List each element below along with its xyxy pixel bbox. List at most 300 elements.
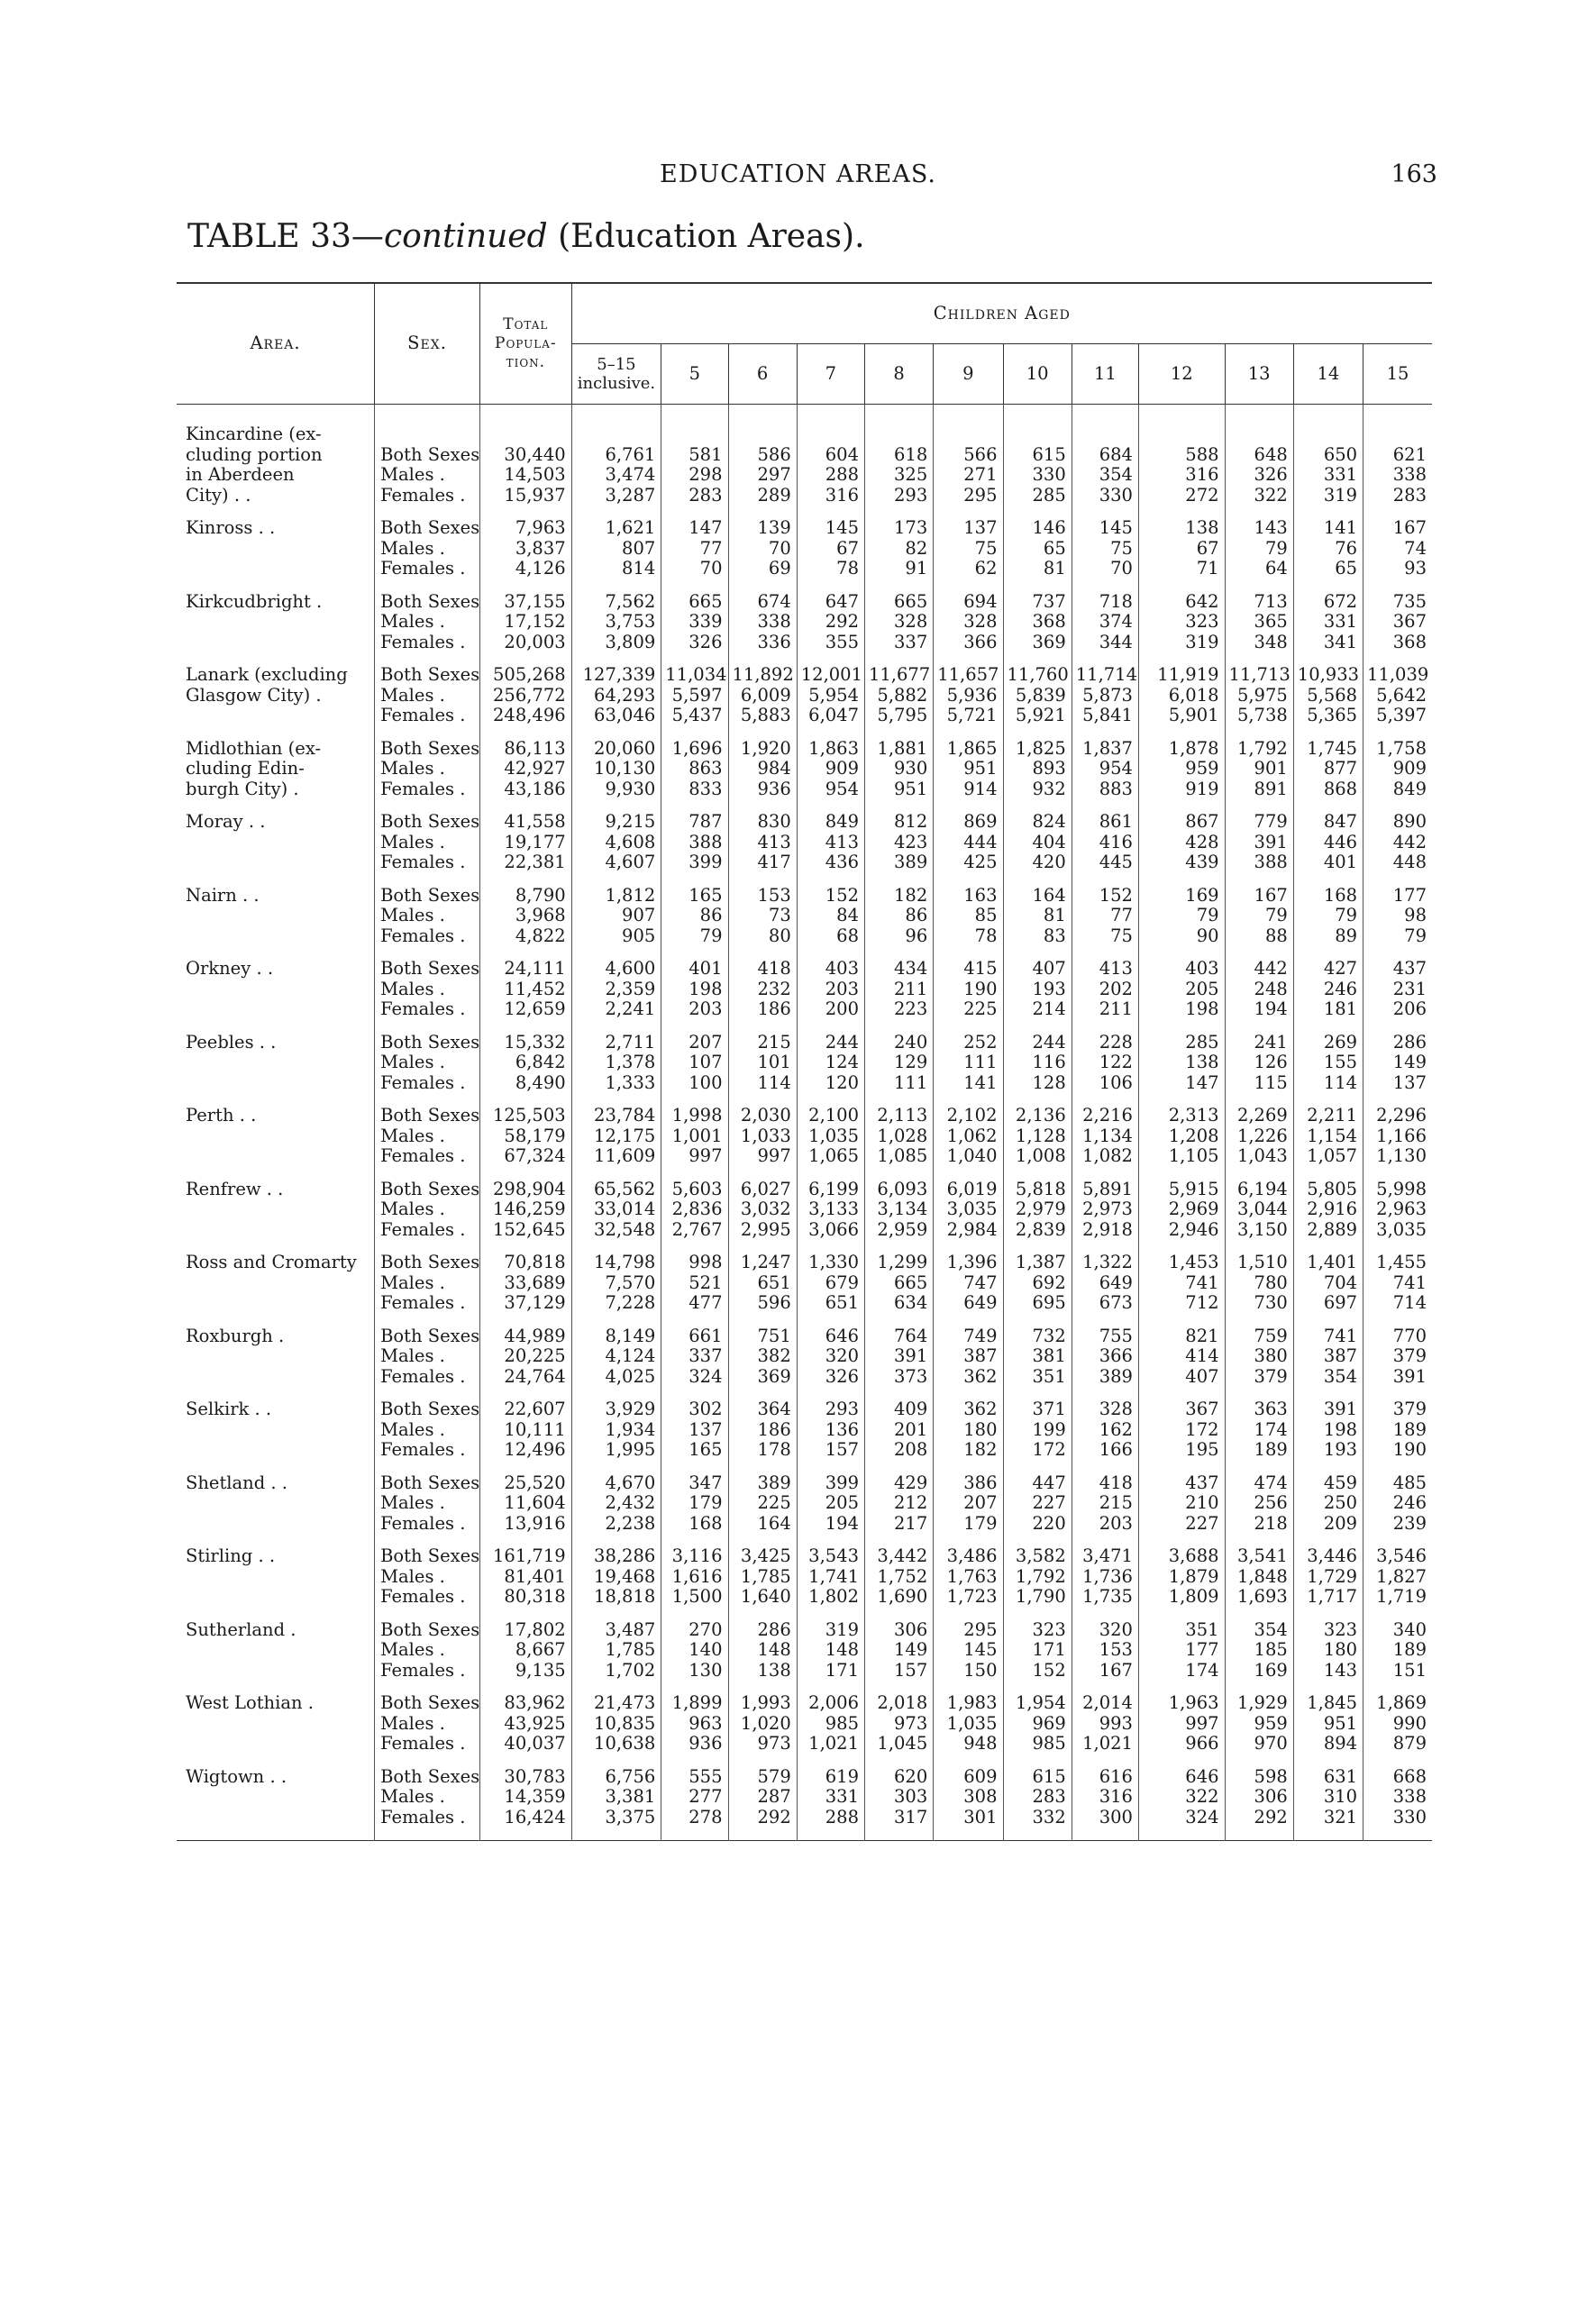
- value: 77: [1110, 905, 1133, 925]
- value: 416: [1099, 831, 1133, 852]
- value: 672: [1323, 590, 1358, 612]
- age-value-cell: [1363, 1399, 1432, 1461]
- area-cell: [177, 592, 375, 653]
- value: 198: [1323, 1418, 1358, 1440]
- value: 161,719: [493, 1545, 566, 1566]
- sex-label: Males .: [380, 1492, 445, 1513]
- value: 369: [757, 1365, 791, 1387]
- value: 741: [1185, 1271, 1219, 1293]
- value: 4,600: [605, 958, 656, 979]
- value: 167: [1099, 1659, 1133, 1681]
- value: 83,962: [504, 1692, 566, 1713]
- total-population-cell: [480, 424, 572, 506]
- value: 387: [963, 1345, 998, 1366]
- table-row: [177, 1253, 1432, 1314]
- value: 44,989: [504, 1325, 566, 1346]
- value: 24,111: [504, 958, 566, 979]
- age-value-cell: [1363, 1326, 1432, 1388]
- sex-cell: [375, 1620, 480, 1682]
- value: 14,798: [594, 1252, 656, 1272]
- value: 3,582: [1015, 1545, 1066, 1566]
- value: 1,963: [1168, 1692, 1219, 1713]
- age-value-cell: [1225, 1326, 1293, 1388]
- value: 997: [1185, 1712, 1219, 1734]
- value: 86: [699, 905, 723, 925]
- age-value-cell: [661, 424, 728, 506]
- value: 301: [963, 1806, 998, 1827]
- age-value-cell: [1293, 1399, 1363, 1461]
- value: 168: [1323, 884, 1358, 906]
- value: 5,603: [671, 1178, 723, 1199]
- age-value-cell: [797, 812, 864, 873]
- age-value-cell: [864, 1399, 933, 1461]
- value: 182: [963, 1439, 998, 1460]
- value: 83: [1043, 925, 1066, 946]
- value: 19,468: [594, 1565, 656, 1587]
- value: 149: [894, 1639, 928, 1660]
- value: 936: [689, 1733, 723, 1754]
- value: 861: [1099, 811, 1133, 832]
- age-value-cell: [1293, 1620, 1363, 1682]
- value: 665: [689, 590, 723, 612]
- age-value-cell: [797, 1326, 864, 1388]
- value: 1,396: [946, 1252, 998, 1272]
- row-spacer: [177, 1240, 1432, 1253]
- value: 328: [894, 611, 928, 632]
- sex-label: Females .: [380, 852, 466, 872]
- value: 185: [1254, 1639, 1288, 1660]
- age-value-cell: [1072, 424, 1138, 506]
- value: 6,093: [877, 1178, 928, 1199]
- header-age-8: 12: [1138, 344, 1225, 405]
- area-name-line: Shetland . .: [186, 1472, 287, 1493]
- value: 67,324: [504, 1145, 566, 1166]
- value: 990: [1392, 1712, 1427, 1734]
- value: 3,487: [605, 1618, 656, 1640]
- header-age-5: 9: [934, 344, 1003, 405]
- value: 2,963: [1376, 1199, 1427, 1219]
- value: 2,359: [605, 978, 656, 999]
- value: 244: [1032, 1031, 1066, 1053]
- age-value-cell: [1072, 1253, 1138, 1314]
- row-spacer: [177, 1093, 1432, 1106]
- value: 966: [1185, 1733, 1219, 1754]
- age-value-cell: [864, 1546, 933, 1608]
- age-value-cell: [1225, 886, 1293, 947]
- age-value-cell: [1138, 1180, 1225, 1241]
- age-value-cell: [1225, 1767, 1293, 1828]
- age-value-cell: [571, 812, 661, 873]
- value: 7,228: [605, 1292, 656, 1313]
- age-value-cell: [864, 1326, 933, 1388]
- age-value-cell: [1003, 1326, 1072, 1388]
- area-cell: [177, 665, 375, 726]
- age-value-cell: [728, 1253, 797, 1314]
- value: 206: [1392, 998, 1427, 1019]
- value: 1,247: [740, 1252, 791, 1272]
- age-value-cell: [728, 1399, 797, 1461]
- header-age-7: 11: [1072, 344, 1138, 405]
- value: 1,387: [1015, 1252, 1066, 1272]
- sex-label: Both Sexes: [380, 1178, 480, 1199]
- value: 67: [1196, 537, 1219, 559]
- row-spacer: [177, 1827, 1432, 1841]
- age-value-cell: [728, 1106, 797, 1167]
- age-value-cell: [797, 886, 864, 947]
- value: 4,607: [605, 852, 656, 872]
- value: 7,963: [515, 517, 566, 538]
- area-cell: [177, 1180, 375, 1241]
- value: 1,166: [1376, 1125, 1427, 1146]
- value: 373: [894, 1365, 928, 1387]
- sex-label: Females .: [380, 1218, 466, 1240]
- value: 646: [1185, 1765, 1219, 1787]
- value: 3,474: [605, 464, 656, 485]
- value: 1,825: [1015, 737, 1066, 759]
- age-value-cell: [1363, 1180, 1432, 1241]
- value: 970: [1254, 1733, 1288, 1754]
- value: 177: [1392, 884, 1427, 906]
- value: 278: [689, 1806, 723, 1827]
- sex-cell: [375, 739, 480, 800]
- age-value-cell: [661, 1693, 728, 1755]
- sex-label: Both Sexes: [380, 811, 480, 832]
- value: 668: [1392, 1765, 1427, 1787]
- age-value-cell: [864, 1033, 933, 1094]
- value: 3,035: [1376, 1218, 1427, 1240]
- value: 2,979: [1015, 1199, 1066, 1219]
- value: 1,020: [740, 1712, 791, 1734]
- age-value-cell: [934, 1620, 1003, 1682]
- value: 379: [1392, 1345, 1427, 1366]
- value: 137: [689, 1418, 723, 1440]
- table-row: [177, 1693, 1432, 1755]
- value: 1,792: [1236, 737, 1288, 759]
- value: 64: [1264, 558, 1288, 579]
- value: 444: [963, 831, 998, 852]
- area-cell: [177, 1326, 375, 1388]
- value: 88: [1264, 925, 1288, 946]
- value: 7,570: [605, 1271, 656, 1293]
- value: 157: [825, 1439, 859, 1460]
- value: 98: [1404, 905, 1427, 925]
- value: 256: [1254, 1492, 1288, 1513]
- value: 505,268: [493, 664, 566, 685]
- value: 151: [1392, 1659, 1427, 1681]
- value: 5,597: [671, 684, 723, 706]
- age-value-cell: [864, 518, 933, 579]
- value: 2,113: [877, 1105, 928, 1126]
- value: 909: [1392, 758, 1427, 779]
- value: 240: [894, 1031, 928, 1053]
- value: 1,045: [877, 1733, 928, 1754]
- value: 2,136: [1015, 1105, 1066, 1126]
- value: 20,060: [594, 737, 656, 759]
- sex-label: Males .: [380, 1271, 445, 1293]
- age-value-cell: [661, 1473, 728, 1535]
- value: 1,035: [808, 1125, 859, 1146]
- age-value-cell: [1138, 1033, 1225, 1094]
- age-value-cell: [728, 1767, 797, 1828]
- value: 3,381: [605, 1786, 656, 1807]
- age-value-cell: [571, 959, 661, 1020]
- area-name-line: Midlothian (ex-: [186, 737, 322, 759]
- value: 354: [1323, 1365, 1358, 1387]
- value: 437: [1185, 1472, 1219, 1493]
- value: 1,865: [946, 737, 998, 759]
- value: 214: [1032, 998, 1066, 1019]
- age-value-cell: [571, 1473, 661, 1535]
- area-cell: [177, 959, 375, 1020]
- value: 5,568: [1307, 684, 1358, 706]
- value: 193: [1323, 1439, 1358, 1460]
- area-name-line: Wigtown . .: [186, 1765, 287, 1787]
- value: 697: [1323, 1292, 1358, 1313]
- value: 5,882: [877, 684, 928, 706]
- value: 849: [825, 811, 859, 832]
- value: 391: [1392, 1365, 1427, 1387]
- value: 893: [1032, 758, 1066, 779]
- value: 448: [1392, 852, 1427, 872]
- value: 63,046: [594, 705, 656, 725]
- value: 293: [825, 1399, 859, 1419]
- age-value-cell: [728, 665, 797, 726]
- value: 863: [689, 758, 723, 779]
- value: 5,873: [1082, 684, 1133, 706]
- value: 787: [689, 811, 723, 832]
- age-value-cell: [1293, 1180, 1363, 1241]
- sex-cell: [375, 1033, 480, 1094]
- value: 704: [1323, 1271, 1358, 1293]
- age-value-cell: [661, 1253, 728, 1314]
- age-value-cell: [1293, 1767, 1363, 1828]
- sex-label: Males .: [380, 1125, 445, 1146]
- value: 1,001: [671, 1125, 723, 1146]
- value: 2,211: [1307, 1105, 1358, 1126]
- sex-label: Females .: [380, 558, 466, 579]
- value: 909: [825, 758, 859, 779]
- age-value-cell: [1003, 1620, 1072, 1682]
- value: 252: [963, 1031, 998, 1053]
- value: 869: [963, 811, 998, 832]
- age-value-cell: [1293, 812, 1363, 873]
- value: 998: [689, 1252, 723, 1272]
- age-value-cell: [797, 1620, 864, 1682]
- table-row: [177, 424, 1432, 506]
- sex-cell: [375, 886, 480, 947]
- area-name-line: Glasgow City) .: [186, 684, 322, 706]
- age-value-cell: [1225, 1620, 1293, 1682]
- table-row: [177, 1620, 1432, 1682]
- sex-label: Males .: [380, 611, 445, 632]
- value: 111: [963, 1052, 998, 1072]
- age-value-cell: [864, 1106, 933, 1167]
- value: 125,503: [493, 1105, 566, 1126]
- value: 8,790: [515, 884, 566, 906]
- age-value-cell: [797, 1399, 864, 1461]
- value: 5,936: [946, 684, 998, 706]
- age-value-cell: [1225, 1253, 1293, 1314]
- value: 248,496: [493, 705, 566, 725]
- value: 737: [1032, 590, 1066, 612]
- value: 167: [1392, 517, 1427, 538]
- value: 127,339: [582, 664, 656, 685]
- value: 1,878: [1168, 737, 1219, 759]
- age-value-cell: [661, 665, 728, 726]
- caption-prefix: TABLE 33—: [187, 218, 384, 255]
- age-value-cell: [1225, 518, 1293, 579]
- value: 137: [963, 517, 998, 538]
- value: 619: [825, 1765, 859, 1787]
- age-value-cell: [1293, 1106, 1363, 1167]
- value: 302: [689, 1399, 723, 1419]
- age-value-cell: [864, 739, 933, 800]
- value: 145: [1099, 517, 1133, 538]
- value: 5,795: [877, 705, 928, 725]
- value: 418: [1099, 1472, 1133, 1493]
- value: 73: [768, 905, 791, 925]
- age-value-cell: [728, 1033, 797, 1094]
- value: 58,179: [504, 1125, 566, 1146]
- value: 596: [757, 1292, 791, 1313]
- value: 43,925: [504, 1712, 566, 1734]
- value: 227: [1032, 1492, 1066, 1513]
- age-value-cell: [1072, 1399, 1138, 1461]
- value: 14,503: [504, 464, 566, 485]
- value: 1,723: [946, 1586, 998, 1607]
- value: 297: [757, 464, 791, 485]
- value: 340: [1392, 1618, 1427, 1640]
- row-spacer: [177, 1387, 1432, 1399]
- header-age-9: 13: [1225, 344, 1293, 405]
- value: 485: [1392, 1472, 1427, 1493]
- age-value-cell: [864, 1253, 933, 1314]
- value: 951: [963, 758, 998, 779]
- value: 90: [1196, 925, 1219, 946]
- age-value-cell: [1225, 665, 1293, 726]
- age-value-cell: [571, 1693, 661, 1755]
- value: 30,440: [504, 443, 566, 465]
- value: 164: [1032, 884, 1066, 906]
- value: 157: [894, 1659, 928, 1681]
- value: 6,009: [740, 684, 791, 706]
- row-spacer: [177, 873, 1432, 886]
- value: 190: [963, 978, 998, 999]
- table-body: [177, 405, 1432, 1841]
- area-cell: [177, 1253, 375, 1314]
- value: 147: [1185, 1071, 1219, 1093]
- value: 631: [1323, 1765, 1358, 1787]
- value: 1,869: [1376, 1692, 1427, 1713]
- value: 914: [963, 778, 998, 799]
- value: 203: [1099, 1512, 1133, 1534]
- header-children-aged: Children Aged: [571, 283, 1432, 344]
- value: 615: [1032, 1765, 1066, 1787]
- sex-label: Males .: [380, 1199, 445, 1219]
- value: 665: [894, 590, 928, 612]
- age-value-cell: [1225, 1033, 1293, 1094]
- value: 1,033: [740, 1125, 791, 1146]
- age-value-cell: [1003, 1253, 1072, 1314]
- sex-cell: [375, 1767, 480, 1828]
- value: 391: [1323, 1399, 1358, 1419]
- value: 11,713: [1228, 664, 1290, 685]
- value: 446: [1323, 831, 1358, 852]
- value: 374: [1099, 611, 1133, 632]
- value: 295: [963, 1618, 998, 1640]
- value: 355: [825, 631, 859, 652]
- age-value-cell: [571, 518, 661, 579]
- value: 211: [1099, 998, 1133, 1019]
- sex-label: Both Sexes: [380, 664, 480, 685]
- value: 152,645: [493, 1218, 566, 1240]
- value: 427: [1323, 958, 1358, 979]
- value: 5,721: [946, 705, 998, 725]
- value: 316: [825, 484, 859, 506]
- value: 695: [1032, 1292, 1066, 1313]
- value: 205: [1185, 978, 1219, 999]
- age-value-cell: [797, 424, 864, 506]
- value: 1,021: [1082, 1733, 1133, 1754]
- value: 79: [1404, 925, 1427, 946]
- value: 33,014: [594, 1199, 656, 1219]
- value: 367: [1392, 611, 1427, 632]
- age-value-cell: [728, 886, 797, 947]
- value: 208: [894, 1439, 928, 1460]
- value: 814: [622, 558, 656, 579]
- value: 959: [1254, 1712, 1288, 1734]
- value: 347: [689, 1472, 723, 1493]
- value: 198: [689, 978, 723, 999]
- value: 7,562: [605, 590, 656, 612]
- value: 93: [1404, 558, 1427, 579]
- value: 177: [1185, 1639, 1219, 1660]
- value: 414: [1185, 1345, 1219, 1366]
- value: 354: [1099, 464, 1133, 485]
- value: 241: [1254, 1031, 1288, 1053]
- total-population-cell: [480, 959, 572, 1020]
- value: 1,062: [946, 1125, 998, 1146]
- age-value-cell: [728, 812, 797, 873]
- age-value-cell: [661, 1106, 728, 1167]
- value: 354: [1254, 1618, 1288, 1640]
- age-value-cell: [1138, 665, 1225, 726]
- value: 11,604: [504, 1492, 566, 1513]
- value: 111: [894, 1071, 928, 1093]
- value: 272: [1185, 484, 1219, 506]
- value: 223: [894, 998, 928, 1019]
- age-value-cell: [1138, 886, 1225, 947]
- value: 319: [1185, 631, 1219, 652]
- value: 178: [757, 1439, 791, 1460]
- value: 5,883: [740, 705, 791, 725]
- table-row: [177, 1546, 1432, 1608]
- value: 211: [894, 978, 928, 999]
- value: 381: [1032, 1345, 1066, 1366]
- age-value-cell: [571, 1620, 661, 1682]
- age-value-cell: [571, 1767, 661, 1828]
- value: 2,014: [1082, 1692, 1133, 1713]
- value: 220: [1032, 1512, 1066, 1534]
- area-cell: [177, 1620, 375, 1682]
- age-value-cell: [728, 592, 797, 653]
- value: 1,995: [605, 1439, 656, 1460]
- value: 445: [1099, 852, 1133, 872]
- sex-label: Females .: [380, 1071, 466, 1093]
- value: 1,735: [1082, 1586, 1133, 1607]
- sex-label: Both Sexes: [380, 1031, 480, 1053]
- value: 403: [825, 958, 859, 979]
